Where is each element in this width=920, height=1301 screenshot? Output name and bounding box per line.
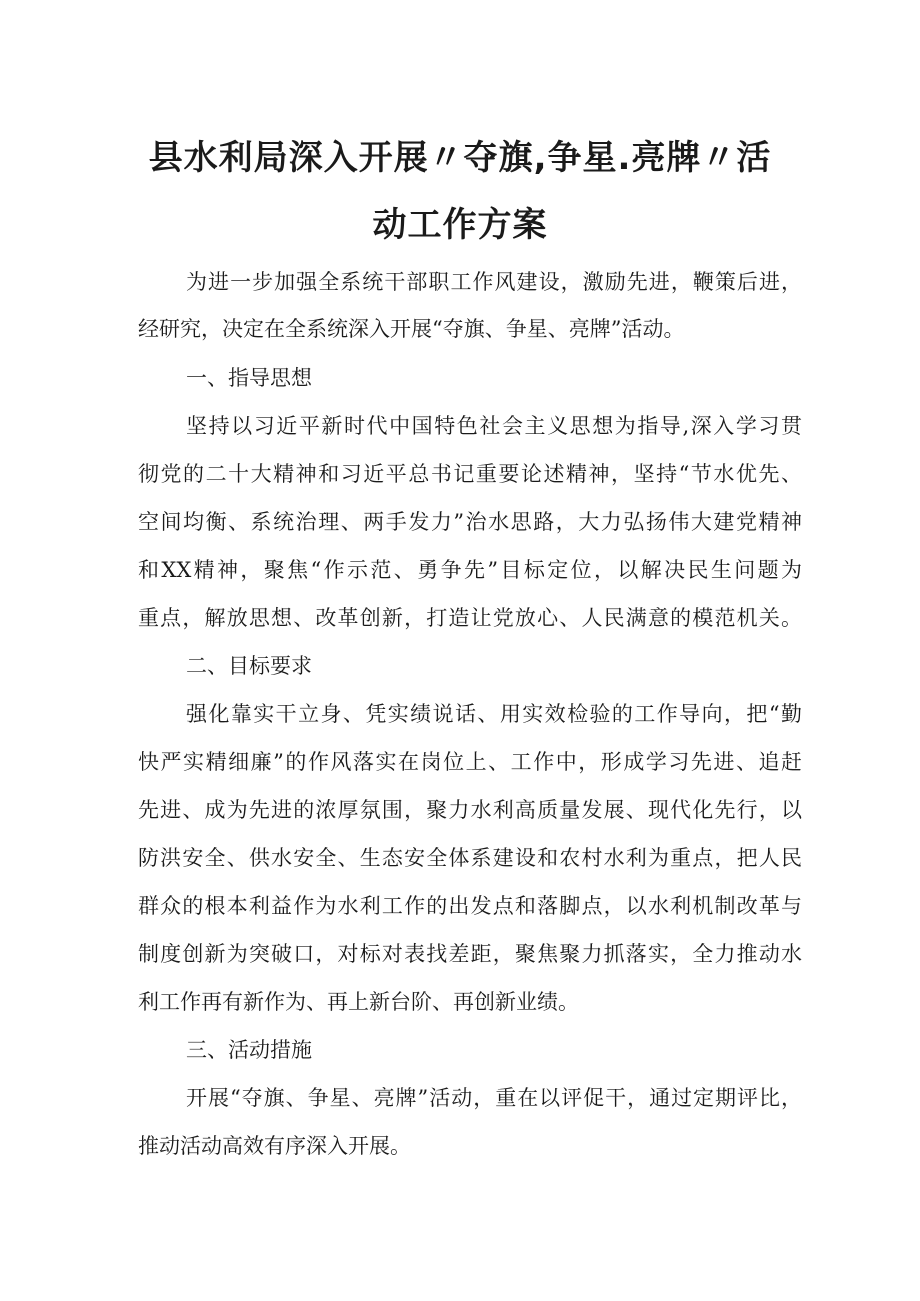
section-1-line-1: 坚持以习近平新时代中国特色社会主义思想为指导,深入学习贯	[186, 414, 802, 438]
section-1-line-4: 和XX精神，聚焦“作示范、勇争先”目标定位，以解决民生问题为	[138, 558, 802, 582]
section-3-line-2: 推动活动高效有序深入开展。	[138, 1134, 411, 1158]
section-2-line-7: 利工作再有新作为、再上新台阶、再创新业绩。	[138, 990, 579, 1014]
document-title-line-2: 动工作方案	[372, 205, 548, 245]
section-1-line-5: 重点，解放思想、改革创新，打造让党放心、人民满意的模范机关。	[138, 606, 802, 630]
intro-line-1: 为进一步加强全系统干部职工作风建设，激励先进，鞭策后进，	[186, 270, 802, 294]
section-2-line-3: 先进、成为先进的浓厚氛围，聚力水利高质量发展、现代化先行，以	[138, 798, 802, 822]
section-3-line-1: 开展“夺旗、争星、亮牌”活动，重在以评促干，通过定期评比，	[186, 1086, 802, 1110]
section-2-line-1: 强化靠实干立身、凭实绩说话、用实效检验的工作导向，把“勤	[186, 702, 802, 726]
intro-line-2: 经研究，决定在全系统深入开展“夺旗、争星、亮牌”活动。	[138, 317, 685, 341]
section-2-line-4: 防洪安全、供水安全、生态安全体系建设和农村水利为重点，把人民	[138, 846, 802, 870]
section-1-line-2: 彻党的二十大精神和习近平总书记重要论述精神，坚持“节水优先、	[138, 462, 802, 486]
section-1-line-3: 空间均衡、系统治理、两手发力”治水思路，大力弘扬伟大建党精神	[138, 510, 802, 534]
section-2-heading: 二、目标要求	[186, 654, 312, 678]
section-2-line-2: 快严实精细廉”的作风落实在岗位上、工作中，形成学习先进、追赶	[138, 750, 802, 774]
section-3-heading: 三、活动措施	[186, 1038, 312, 1062]
document-title-line-1: 县水利局深入开展〃夺旗,争星.亮牌〃活	[148, 138, 772, 178]
section-2-line-5: 群众的根本利益作为水利工作的出发点和落脚点，以水利机制改革与	[138, 894, 802, 918]
section-2-line-6: 制度创新为突破口，对标对表找差距，聚焦聚力抓落实，全力推动水	[138, 942, 802, 966]
section-1-heading: 一、指导思想	[186, 366, 312, 390]
